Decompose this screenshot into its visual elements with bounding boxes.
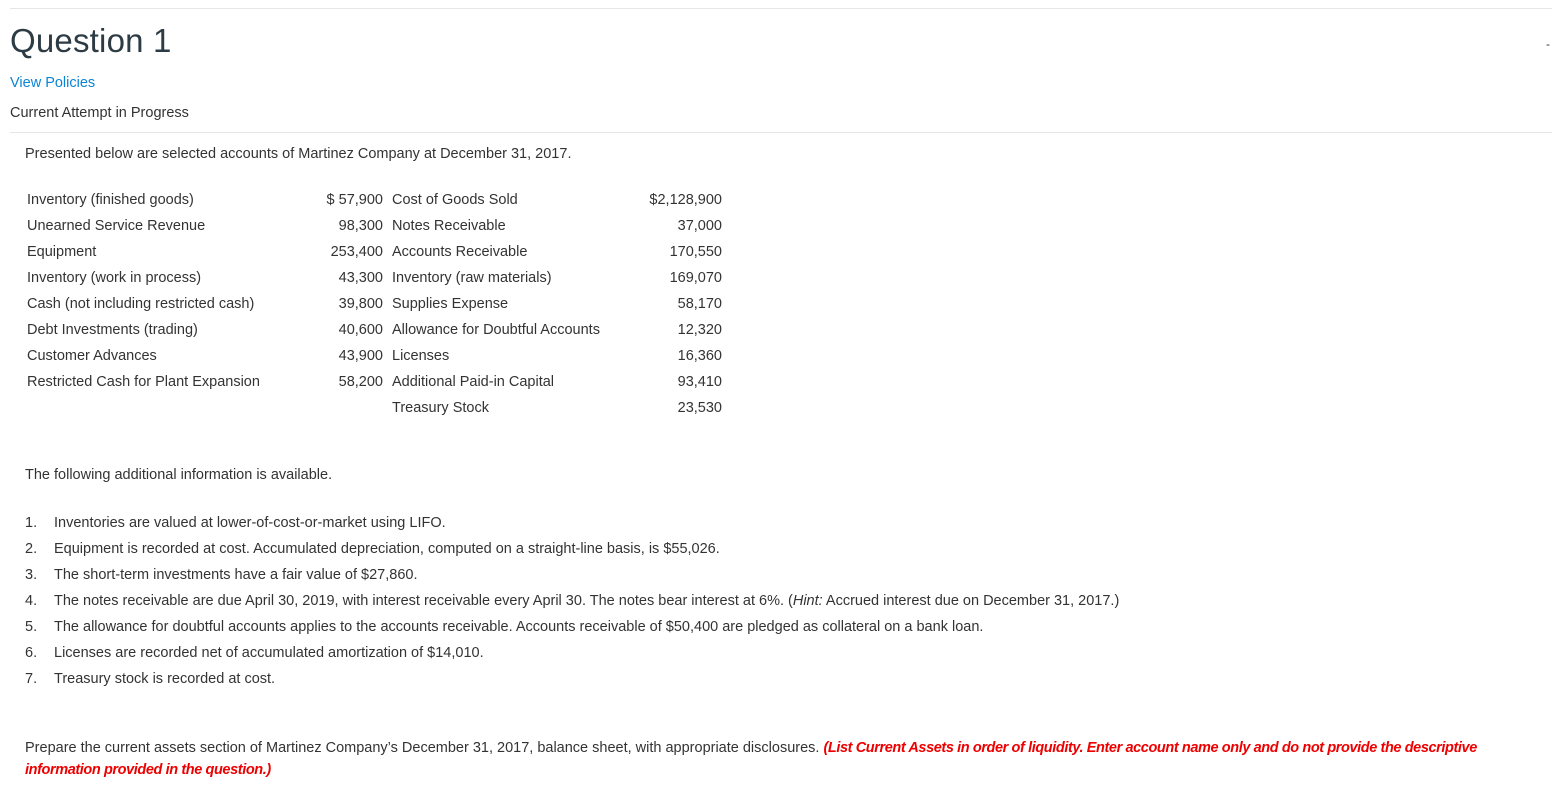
- account-amount: 253,400: [330, 244, 383, 260]
- header-divider: [10, 132, 1552, 133]
- list-item: [25, 641, 1119, 667]
- account-amount: 40,600: [338, 322, 383, 338]
- account-amount: 43,300: [338, 270, 383, 286]
- table-row: [27, 317, 722, 343]
- question-title: Question 1: [10, 22, 172, 59]
- account-name: Additional Paid-in Capital: [392, 374, 555, 390]
- task-instruction: [25, 737, 1545, 781]
- attempt-status: Current Attempt in Progress: [10, 105, 189, 121]
- hint-label: Hint:: [792, 593, 823, 609]
- additional-info-heading: The following additional information is available.: [25, 467, 333, 483]
- item-text: The notes receivable are due April 30, 2019, with interest receivable every April 30. The notes bear interest at 6%. (: [54, 593, 793, 609]
- account-name: [27, 395, 297, 421]
- list-item: [25, 563, 1119, 589]
- account-name: Inventory (raw materials): [392, 270, 552, 286]
- account-name: Unearned Service Revenue: [27, 218, 206, 234]
- item-number: 5.: [25, 619, 38, 635]
- collapse-icon[interactable]: -: [1546, 37, 1550, 51]
- list-item: [25, 667, 1119, 693]
- account-amount: 170,550: [669, 244, 722, 260]
- list-item: [25, 511, 1119, 537]
- account-amount: 98,300: [338, 218, 383, 234]
- account-name: Inventory (work in process): [27, 270, 202, 286]
- list-item: [25, 589, 1119, 615]
- item-text: Treasury stock is recorded at cost.: [54, 671, 276, 687]
- item-text: Licenses are recorded net of accumulated amortization of $14,010.: [54, 645, 484, 661]
- account-name: Licenses: [392, 348, 450, 364]
- account-name: Cash (not including restricted cash): [27, 296, 255, 312]
- account-amount: 16,360: [677, 348, 722, 364]
- account-name: Debt Investments (trading): [27, 322, 198, 338]
- table-row: [27, 239, 722, 265]
- item-number: 4.: [25, 593, 38, 609]
- list-item: [25, 615, 1119, 641]
- account-name: Accounts Receivable: [392, 244, 528, 260]
- table-row: [27, 187, 722, 213]
- item-text: The allowance for doubtful accounts applies to the accounts receivable. Accounts receivable of $50,400 are pledged as collateral on a bank loan.: [54, 619, 984, 635]
- view-policies-link[interactable]: View Policies: [10, 75, 96, 91]
- item-number: 7.: [25, 671, 38, 687]
- item-text: Inventories are valued at lower-of-cost-or-market using LIFO.: [54, 515, 446, 531]
- account-amount: 169,070: [669, 270, 722, 286]
- account-name: Allowance for Doubtful Accounts: [392, 322, 600, 338]
- account-name: Equipment: [27, 244, 97, 260]
- item-number: 3.: [25, 567, 38, 583]
- account-amount: 58,200: [338, 374, 383, 390]
- item-text: Accrued interest due on December 31, 2017.): [822, 593, 1120, 609]
- account-amount: 37,000: [677, 218, 722, 234]
- account-amount: 39,800: [338, 296, 383, 312]
- account-amount: [297, 395, 383, 421]
- additional-info-list: [25, 511, 1119, 693]
- account-amount: 12,320: [677, 322, 722, 338]
- account-name: Treasury Stock: [392, 400, 489, 416]
- table-row: [27, 265, 722, 291]
- account-name: Cost of Goods Sold: [392, 192, 518, 208]
- account-name: Customer Advances: [27, 348, 157, 364]
- account-amount: $ 57,900: [326, 192, 383, 208]
- account-name: Supplies Expense: [392, 296, 509, 312]
- account-name: Inventory (finished goods): [27, 192, 194, 208]
- account-amount: 43,900: [338, 348, 383, 364]
- item-text: The short-term investments have a fair value of $27,860.: [54, 567, 418, 583]
- account-amount: 93,410: [677, 374, 722, 390]
- account-amount: 23,530: [677, 400, 722, 416]
- top-divider: [10, 8, 1552, 9]
- account-name: Notes Receivable: [392, 218, 506, 234]
- item-number: 2.: [25, 541, 38, 557]
- account-name: Restricted Cash for Plant Expansion: [27, 374, 260, 390]
- table-row: [27, 369, 722, 395]
- table-row: [27, 395, 722, 421]
- item-number: 1.: [25, 515, 38, 531]
- item-text: Equipment is recorded at cost. Accumulated depreciation, computed on a straight-line basis, is $55,026.: [54, 541, 720, 557]
- list-item: [25, 537, 1119, 563]
- table-row: [27, 343, 722, 369]
- instruction-text: Prepare the current assets section of Martinez Company’s December 31, 2017, balance sheet, with appropriate disclosures.: [25, 740, 824, 756]
- table-row: [27, 291, 722, 317]
- table-row: [27, 213, 722, 239]
- account-amount: $2,128,900: [649, 192, 722, 208]
- accounts-table: [27, 187, 722, 421]
- problem-intro: Presented below are selected accounts of Martinez Company at December 31, 2017.: [25, 146, 572, 162]
- item-number: 6.: [25, 645, 38, 661]
- account-amount: 58,170: [677, 296, 722, 312]
- instruction-emphasis: (List Current Assets in order of liquidity. Enter account name only and do not provide the descriptive information provided in the question.): [25, 740, 1477, 778]
